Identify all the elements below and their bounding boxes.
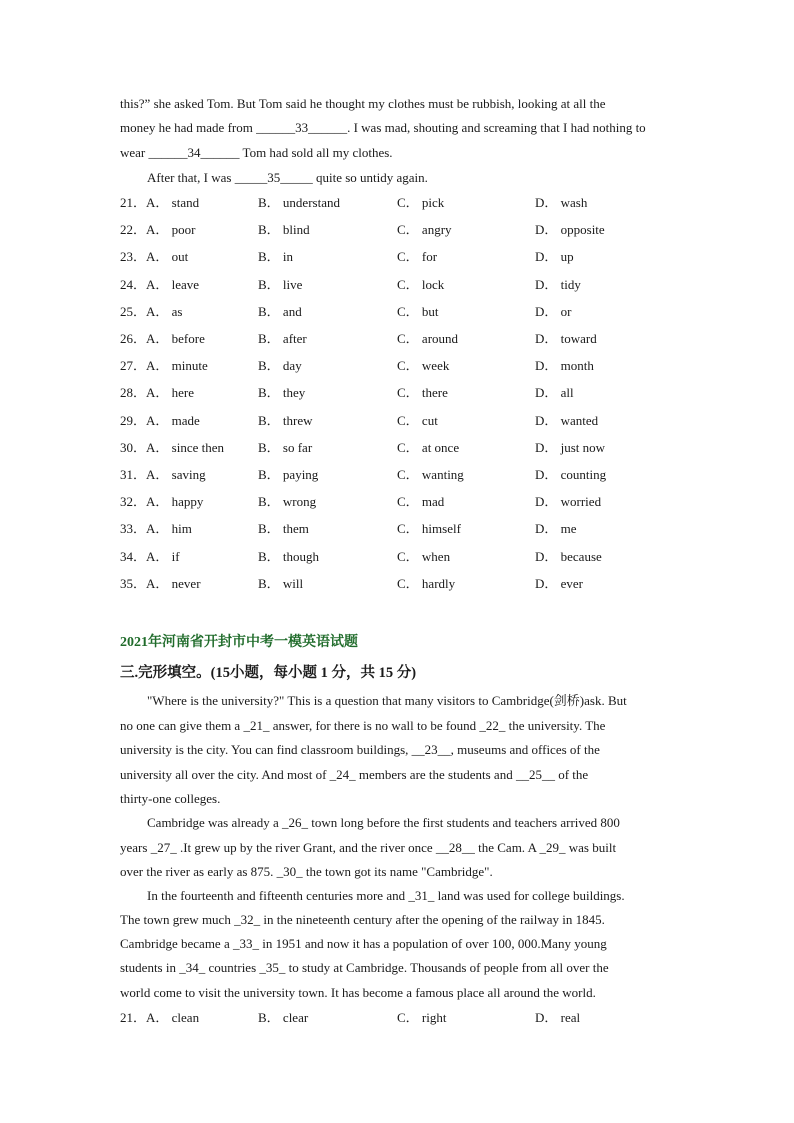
text: Tom had sold all my clothes. [239,145,393,160]
option-a [120,385,194,401]
passage1-line3 [120,145,393,161]
option-b: B． day [258,358,302,374]
option-d: D． worried [535,494,602,510]
option-b: B． wrong [258,494,317,510]
option-c: C． there [397,385,448,401]
blank-25: __25__ [515,767,555,782]
text: members are the students and [355,767,516,782]
blank-34: ______34______ [148,145,240,160]
passage2-p3-line2 [120,912,605,928]
option-c: C． around [397,331,459,346]
blank-33: ______33______ [256,120,348,135]
option-row [120,440,740,456]
text: in 1951 and now it has a population of over 100, 000.Many young [258,936,607,951]
option-a-text: A． since then [146,439,224,455]
option-d: D． ever [535,575,584,591]
option-b: B． after [258,331,307,346]
passage2-p1-line5: thirty-one colleges. [120,791,221,806]
text: .It grew up by the river Grant, and the river once [176,840,436,855]
option-row [120,304,740,320]
option-c: C． but [397,303,439,319]
option-a-text: A． as [146,303,183,319]
text: In the fourteenth and fifteenth centuries more and [147,888,409,903]
text: Cambridge became a [120,936,233,951]
option-a-text: A． before [146,331,205,346]
blank-22: _22_ [479,718,506,733]
text: land was used for college buildings. [434,888,625,903]
question-number: 33． [120,521,147,537]
option-row [120,277,740,293]
option-c: C． right [397,1010,447,1025]
option-c: C． cut [397,412,438,428]
option-a-text: A． happy [146,494,204,510]
option-d: D． month [535,358,594,374]
question-number: 29． [120,412,147,428]
option-a [120,1010,199,1026]
option-b: B． live [258,276,303,292]
option-a-text: A． stand [146,195,200,210]
option-d: D． toward [535,331,597,346]
option-b: B． so far [258,439,313,455]
text: of the [554,767,589,782]
option-b: B． in [258,249,294,265]
text: students in [120,960,180,975]
passage2-p3-line5: world come to visit the university town. It has become a famous place all around the world. [120,985,596,1000]
option-c: C． hardly [397,575,456,591]
option-b: B． blind [258,222,310,238]
option-a-text: A． out [146,249,189,265]
option-d: D． or [535,303,572,319]
text: over the river as early as 875. [120,864,277,879]
question-number: 21． [120,1010,147,1025]
text: the Cam. A [474,840,540,855]
option-row [120,549,740,565]
option-row [120,222,740,238]
blank-29: _29_ [539,840,566,855]
blank-35: _35_ [259,960,286,975]
blank-31: _31_ [408,888,435,903]
question-number: 28． [120,385,147,401]
option-b: B． paying [258,467,319,482]
section-heading: 三.完形填空。(15小题，每小题 1 分，共 15 分) [120,665,417,681]
option-row [120,385,740,401]
text: quite so untidy again. [312,170,428,185]
question-number: 21． [120,195,147,210]
blank-28: __28__ [435,840,475,855]
option-row [120,521,740,537]
option-d: D． real [535,1010,581,1025]
question-number: 23． [120,249,147,265]
option-a-text: A． clean [146,1010,200,1025]
blank-23: __23__ [411,742,451,757]
passage2-p2-line3 [120,864,493,880]
blank-32: _32_ [234,912,261,927]
option-a [120,413,200,429]
option-c: C． for [397,249,438,265]
passage2-p1-line1: "Where is the university?" This is a question that many visitors to Cambridge(剑桥)ask. But [147,693,627,708]
passage2-p3-line4 [120,960,609,976]
text: university all over the city. And most of [120,767,330,782]
text: wear [120,145,149,160]
question-number: 31． [120,467,147,482]
option-b: B． though [258,548,320,564]
option-c: C． himself [397,521,461,537]
option-a [120,195,199,211]
option-a [120,277,199,293]
blank-27: _27_ [150,840,177,855]
option-a [120,576,201,592]
passage2-p3-line1 [147,888,625,904]
option-a-text: A． saving [146,467,206,482]
option-a-text: A． never [146,575,201,591]
question-number: 32． [120,494,147,510]
blank-34: _34_ [179,960,206,975]
option-a-text: A． minute [146,358,208,374]
question-number: 22． [120,222,147,238]
passage2-p1-line4 [120,767,588,783]
passage2-p1-line3 [120,742,600,758]
question-number: 26． [120,331,147,346]
text: Cambridge was already a [147,815,283,830]
question-number: 35． [120,575,147,591]
option-b: B． threw [258,412,313,428]
blank-24: _24_ [329,767,356,782]
passage1-line2 [120,120,646,136]
text: money he had made from [120,120,257,135]
option-d: D． because [535,548,602,564]
passage1-line4 [147,170,428,186]
option-a-text: A． leave [146,276,200,292]
option-a [120,494,203,510]
option-c: C． week [397,358,450,374]
blank-26: _26_ [282,815,309,830]
passage1-line1: this?” she asked Tom. But Tom said he thought my clothes must be rubbish, looking at all the [120,96,606,111]
text: After that, I was [147,170,235,185]
text: years [120,840,151,855]
option-c: C． wanting [397,467,464,482]
option-a-text: A． made [146,412,200,428]
option-row [120,494,740,510]
option-d: D． wanted [535,412,599,428]
option-row [120,576,740,592]
option-d: D． tidy [535,276,581,292]
option-a [120,440,224,456]
question-number: 27． [120,358,147,374]
option-a-text: A． here [146,385,195,401]
passage2-p2-line2 [120,840,616,856]
text: university is the city. You can find classroom buildings, [120,742,412,757]
text: was built [565,840,617,855]
option-b: B． understand [258,195,340,210]
option-a [120,549,180,565]
text: in the nineteenth century after the opening of the railway in 1845. [260,912,605,927]
option-c: C． at once [397,439,460,455]
option-b: B． them [258,521,309,537]
option-c: C． lock [397,276,445,292]
text: . I was mad, shouting and screaming that I had nothing to [347,120,646,135]
option-d: D． wash [535,195,588,210]
option-a-text: A． poor [146,222,196,238]
option-b: B． clear [258,1010,309,1025]
question-number: 24． [120,276,147,292]
option-row [120,467,740,483]
option-b: B． and [258,303,302,319]
text: the university. The [505,718,606,733]
option-a [120,467,206,483]
text: The town grew much [120,912,235,927]
blank-30: _30_ [276,864,303,879]
question-number: 25． [120,303,147,319]
text: countries [205,960,260,975]
text: answer, for there is no wall to be found [269,718,480,733]
option-d: D． up [535,249,574,265]
question-number: 34． [120,548,147,564]
option-row [120,413,740,429]
option-a [120,304,182,320]
option-row [120,249,740,265]
text: town long before the first students and teachers arrived 800 [308,815,620,830]
option-a [120,331,205,347]
option-a [120,358,208,374]
option-a [120,249,188,265]
text: the town got its name "Cambridge". [302,864,493,879]
option-b: B． will [258,575,304,591]
option-b: B． they [258,385,306,401]
option-a-text: A． him [146,521,192,537]
passage2-p2-line1 [147,815,620,831]
option-d: D． opposite [535,222,605,238]
option-row [120,358,740,374]
text: no one can give them a [120,718,244,733]
option-d: D． counting [535,467,607,482]
option-a [120,222,195,238]
text: , museums and offices of the [450,742,600,757]
option-d: D． all [535,385,574,401]
option-a [120,521,192,537]
option-c: C． pick [397,195,445,210]
text: to study at Cambridge. Thousands of people from all over the [285,960,609,975]
blank-33: _33_ [232,936,259,951]
option-d: D． me [535,521,577,537]
option-d: D． just now [535,439,606,455]
passage2-p3-line3 [120,936,607,952]
option-a-text: A． if [146,548,180,564]
exam-title: 2021年河南省开封市中考一模英语试题 [120,635,358,650]
option-c: C． mad [397,494,445,510]
option-c: C． angry [397,222,452,238]
option-c: C． when [397,548,451,564]
question-number: 30． [120,439,147,455]
option-row [120,1010,740,1026]
option-row [120,195,740,211]
option-row [120,331,740,347]
passage2-p1-line2 [120,718,605,734]
blank-35: _____35_____ [234,170,313,185]
blank-21: _21_ [243,718,270,733]
